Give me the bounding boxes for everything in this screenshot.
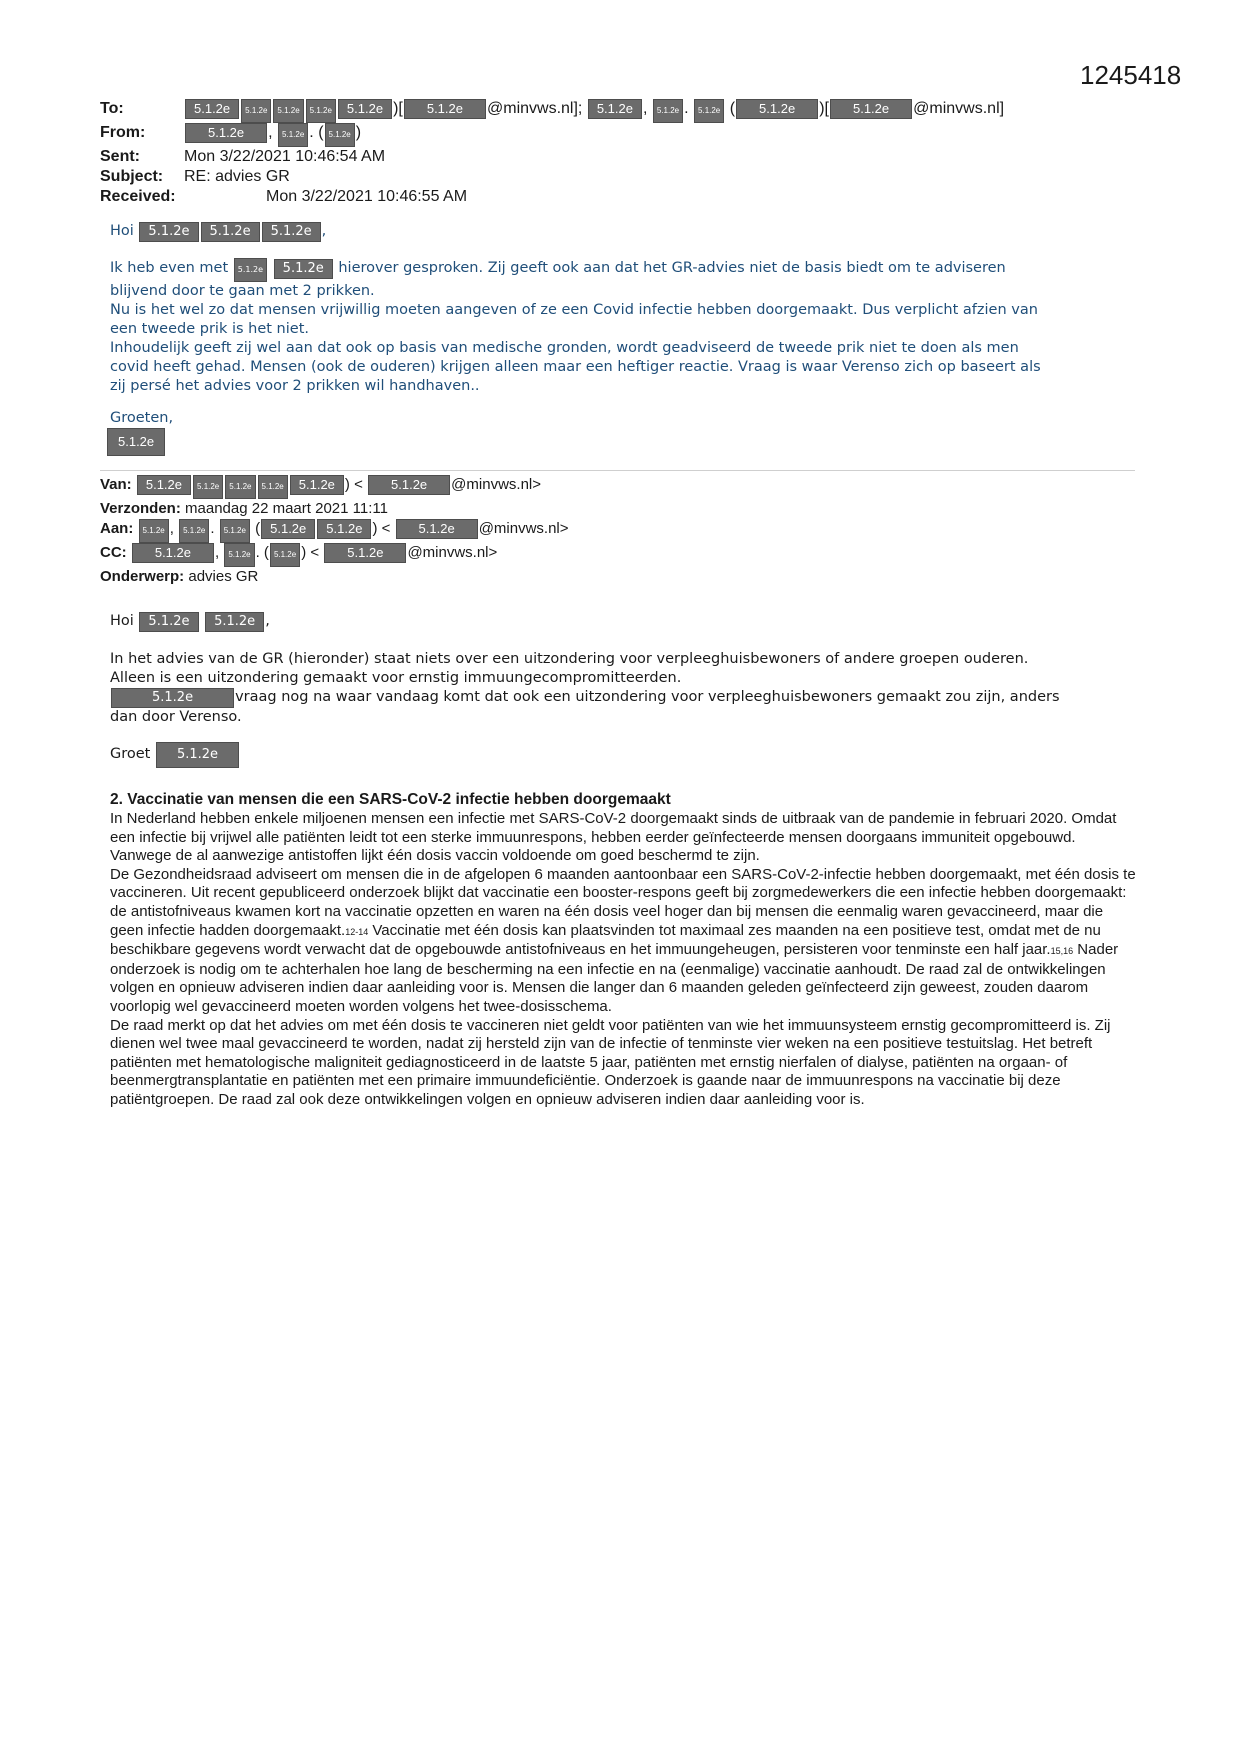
redaction: 5.1.2e bbox=[205, 612, 264, 632]
email1-signature bbox=[106, 428, 166, 456]
email1-closing: Groeten, bbox=[110, 410, 174, 426]
email1-header bbox=[100, 99, 1004, 207]
redaction: 5.1.2e bbox=[324, 543, 406, 563]
redaction: 5.1.2e bbox=[137, 475, 191, 495]
redaction: 5.1.2e bbox=[396, 519, 478, 539]
redaction: 5.1.2e bbox=[107, 428, 165, 456]
redaction: 5.1.2e bbox=[111, 688, 234, 708]
redaction: 5.1.2e bbox=[132, 543, 214, 563]
to-label: To: bbox=[100, 100, 124, 117]
redaction: 5.1.2e bbox=[306, 99, 336, 123]
redaction: 5.1.2e bbox=[338, 99, 392, 119]
van-row: Van: 5.1.2e 5.1.2e 5.1.2e 5.1.2e 5.1.2e ) < 5.1.2e @minvws.nl> bbox=[100, 475, 569, 499]
redaction: 5.1.2e bbox=[278, 123, 308, 147]
redaction: 5.1.2e bbox=[139, 519, 169, 543]
email1-body: Ik heb even met 5.1.2e 5.1.2e hierover gesproken. Zij geeft ook aan dat het GR-advies niet de basis biedt om te adviseren blijvend door te gaan met 2 prikken. Nu is het wel zo dat mensen vrijwillig moeten aangeven of ze een Covid infectie hebben doorgemaakt. Dus verplicht afzien van een tweede prik is het niet. Inhoudelijk geeft zij wel aan dat ook op basis van medische gronden, wordt geadviseerd de tweede prik niet te doen als men covid heeft gehad. Mensen (ook de ouderen) krijgen alleen maar een heftiger reactie. Vraag is waar Verenso zich op baseert als zij persé het advies voor 2 prikken wil handhaven.. bbox=[110, 260, 1041, 394]
redaction: 5.1.2e bbox=[185, 99, 239, 119]
redaction: 5.1.2e bbox=[225, 475, 255, 499]
sent-row bbox=[100, 147, 1004, 167]
onderwerp-row: Onderwerp: advies GR bbox=[100, 568, 259, 585]
redaction: 5.1.2e bbox=[179, 519, 209, 543]
aan-label: Aan: bbox=[100, 520, 134, 537]
gr-paragraph-3: De raad merkt op dat het advies om met één dosis te vaccineren niet geldt voor patiënten van wie het immuunsysteem ernstig gecompromitteerd is. Zij dienen wel twee maal gevaccineerd te worden, nadat zij hersteld zijn van de infectie of tenminste vier weken na een positieve testuitslag. Het betreft patiënten met hematologische maligniteit gediagnosticeerd in de laatste 5 jaar, patiënten met ernstig nierfalen of dialyse, patiënten na orgaan- of beenmergtransplantatie en patiënten met een primaire immuundeficiëntie. Onderzoek is gaande naar de immuunrespons na vaccinatie bij deze patiëntgroepen. De raad zal ook deze ontwikkelingen volgen en opnieuw adviseren indien daar aanleiding voor is. bbox=[110, 1016, 1111, 1108]
redaction: 5.1.2e bbox=[736, 99, 818, 119]
to-domain: @minvws.nl] bbox=[913, 100, 1005, 117]
to-row: To: 5.1.2e 5.1.2e 5.1.2e 5.1.2e 5.1.2e )[ 5.1.2e @minvws.nl]; 5.1.2e , 5.1.2e . 5.1.2e ( 5.1.2e )[ 5.1.2e @minvws.nl] bbox=[100, 99, 1004, 123]
redaction: 5.1.2e bbox=[261, 519, 315, 539]
redaction: 5.1.2e bbox=[156, 742, 239, 768]
cc-row: CC: 5.1.2e , 5.1.2e . ( 5.1.2e ) < 5.1.2e @minvws.nl> bbox=[100, 543, 569, 567]
received-row bbox=[100, 187, 1004, 207]
redaction: 5.1.2e bbox=[224, 543, 254, 567]
redaction: 5.1.2e bbox=[234, 258, 267, 282]
sent-label: Sent: bbox=[100, 148, 140, 165]
received-value: Mon 3/22/2021 10:46:55 AM bbox=[266, 188, 468, 205]
gr-advice-excerpt bbox=[110, 790, 1140, 1110]
gr-paragraph-1: In Nederland hebben enkele miljoenen mensen een infectie met SARS-CoV-2 doorgemaakt sinds de uitbraak van de pandemie in februari 2020. Omdat een infectie bij vrijwel alle patiënten leidt tot een sterke immuunrespons, hebben eerder geïnfecteerde mensen doorgaans immuniteit opgebouwd. Vanwege de al aanwezige antistoffen lijkt één dosis vaccin voldoende om goed beschermd te zijn. bbox=[110, 810, 1117, 865]
redaction: 5.1.2e bbox=[653, 99, 683, 123]
verzonden-label: Verzonden: bbox=[100, 500, 181, 517]
onderwerp-label: Onderwerp: bbox=[100, 568, 185, 585]
sent-value: Mon 3/22/2021 10:46:54 AM bbox=[184, 148, 386, 165]
redaction: 5.1.2e bbox=[830, 99, 912, 119]
van-label: Van: bbox=[100, 476, 132, 493]
aan-row: Aan: 5.1.2e , 5.1.2e . 5.1.2e ( 5.1.2e 5.1.2e ) < 5.1.2e @minvws.nl> bbox=[100, 519, 569, 543]
redaction: 5.1.2e bbox=[262, 222, 321, 242]
email2-greeting: Hoi 5.1.2e 5.1.2e , bbox=[110, 612, 270, 632]
redaction: 5.1.2e bbox=[317, 519, 371, 539]
divider bbox=[100, 470, 1135, 471]
redaction: 5.1.2e bbox=[694, 99, 724, 123]
redaction: 5.1.2e bbox=[220, 519, 250, 543]
received-label: Received: bbox=[100, 188, 176, 205]
redaction: 5.1.2e bbox=[404, 99, 486, 119]
redaction: 5.1.2e bbox=[588, 99, 642, 119]
document-id: 1245418 bbox=[1080, 60, 1182, 90]
subject-value: RE: advies GR bbox=[184, 168, 290, 185]
from-label: From: bbox=[100, 124, 146, 141]
email2-header bbox=[100, 475, 569, 587]
cc-label: CC: bbox=[100, 544, 127, 561]
email2-body: In het advies van de GR (hieronder) staat niets over een uitzondering voor verpleeghuisbewoners of andere groepen ouderen. Alleen is een uitzondering gemaakt voor ernstig immuungecompromitteerden. 5.1.2e vraag nog na waar vandaag komt dat ook een uitzondering voor verpleeghuisbewoners gemaakt zou zijn, anders dan door Verenso. bbox=[110, 651, 1060, 725]
subject-row bbox=[100, 167, 1004, 187]
redaction: 5.1.2e bbox=[258, 475, 288, 499]
email2-closing: Groet 5.1.2e bbox=[110, 742, 240, 768]
redaction: 5.1.2e bbox=[241, 99, 271, 123]
redaction: 5.1.2e bbox=[368, 475, 450, 495]
redaction: 5.1.2e bbox=[273, 99, 303, 123]
redaction: 5.1.2e bbox=[274, 259, 333, 279]
redaction: 5.1.2e bbox=[139, 612, 198, 632]
redaction: 5.1.2e bbox=[185, 123, 267, 143]
verzonden-row: Verzonden: maandag 22 maart 2021 11:11 bbox=[100, 500, 388, 517]
redaction: 5.1.2e bbox=[193, 475, 223, 499]
from-row: From: 5.1.2e , 5.1.2e . ( 5.1.2e ) bbox=[100, 123, 1004, 147]
email1-greeting: Hoi 5.1.2e 5.1.2e 5.1.2e , bbox=[110, 222, 326, 242]
subject-label: Subject: bbox=[100, 168, 164, 185]
redaction: 5.1.2e bbox=[290, 475, 344, 495]
gr-paragraph-2: De Gezondheidsraad adviseert om mensen die in de afgelopen 6 maanden aantoonbaar een SARS-CoV-2-infectie hebben doorgemaakt, met één dosis te vaccineren. Uit recent gepubliceerd onderzoek blijkt dat vaccinatie een booster-respons geeft bij zorgmedewerkers die een infectie hebben doorgemaakt: de antistofniveaus kwamen kort na vaccinatie opzetten en waren na één dosis veel hoger dan bij mensen die eenmalig waren gevaccineerd, maar die geen infectie hadden doorgemaakt.12-14 Vaccinatie met één dosis kan plaatsvinden tot maximaal zes maanden na een positieve test, omdat met de nu beschikbare gegevens wordt verwacht dat de opgebouwde antistofniveaus en het immuungeheugen, persisteren voor tenminste een half jaar.15,16 Nader onderzoek is nodig om te achterhalen hoe lang de bescherming na een infectie en na (eenmalige) vaccinatie aanhoudt. De raad zal de ontwikkelingen volgen en opnieuw adviseren indien daar aanleiding voor is. Mensen die langer dan 6 maanden geleden geïnfecteerd zijn geweest, zouden daarom voorlopig wel gevaccineerd moeten worden volgens het twee-dosisschema. bbox=[110, 865, 1136, 1015]
redaction: 5.1.2e bbox=[201, 222, 260, 242]
to-domain: @minvws.nl]; bbox=[487, 100, 583, 117]
gr-heading: 2. Vaccinatie van mensen die een SARS-CoV-2 infectie hebben doorgemaakt bbox=[110, 791, 671, 808]
redaction: 5.1.2e bbox=[270, 543, 300, 567]
redaction: 5.1.2e bbox=[325, 123, 355, 147]
redaction: 5.1.2e bbox=[139, 222, 198, 242]
